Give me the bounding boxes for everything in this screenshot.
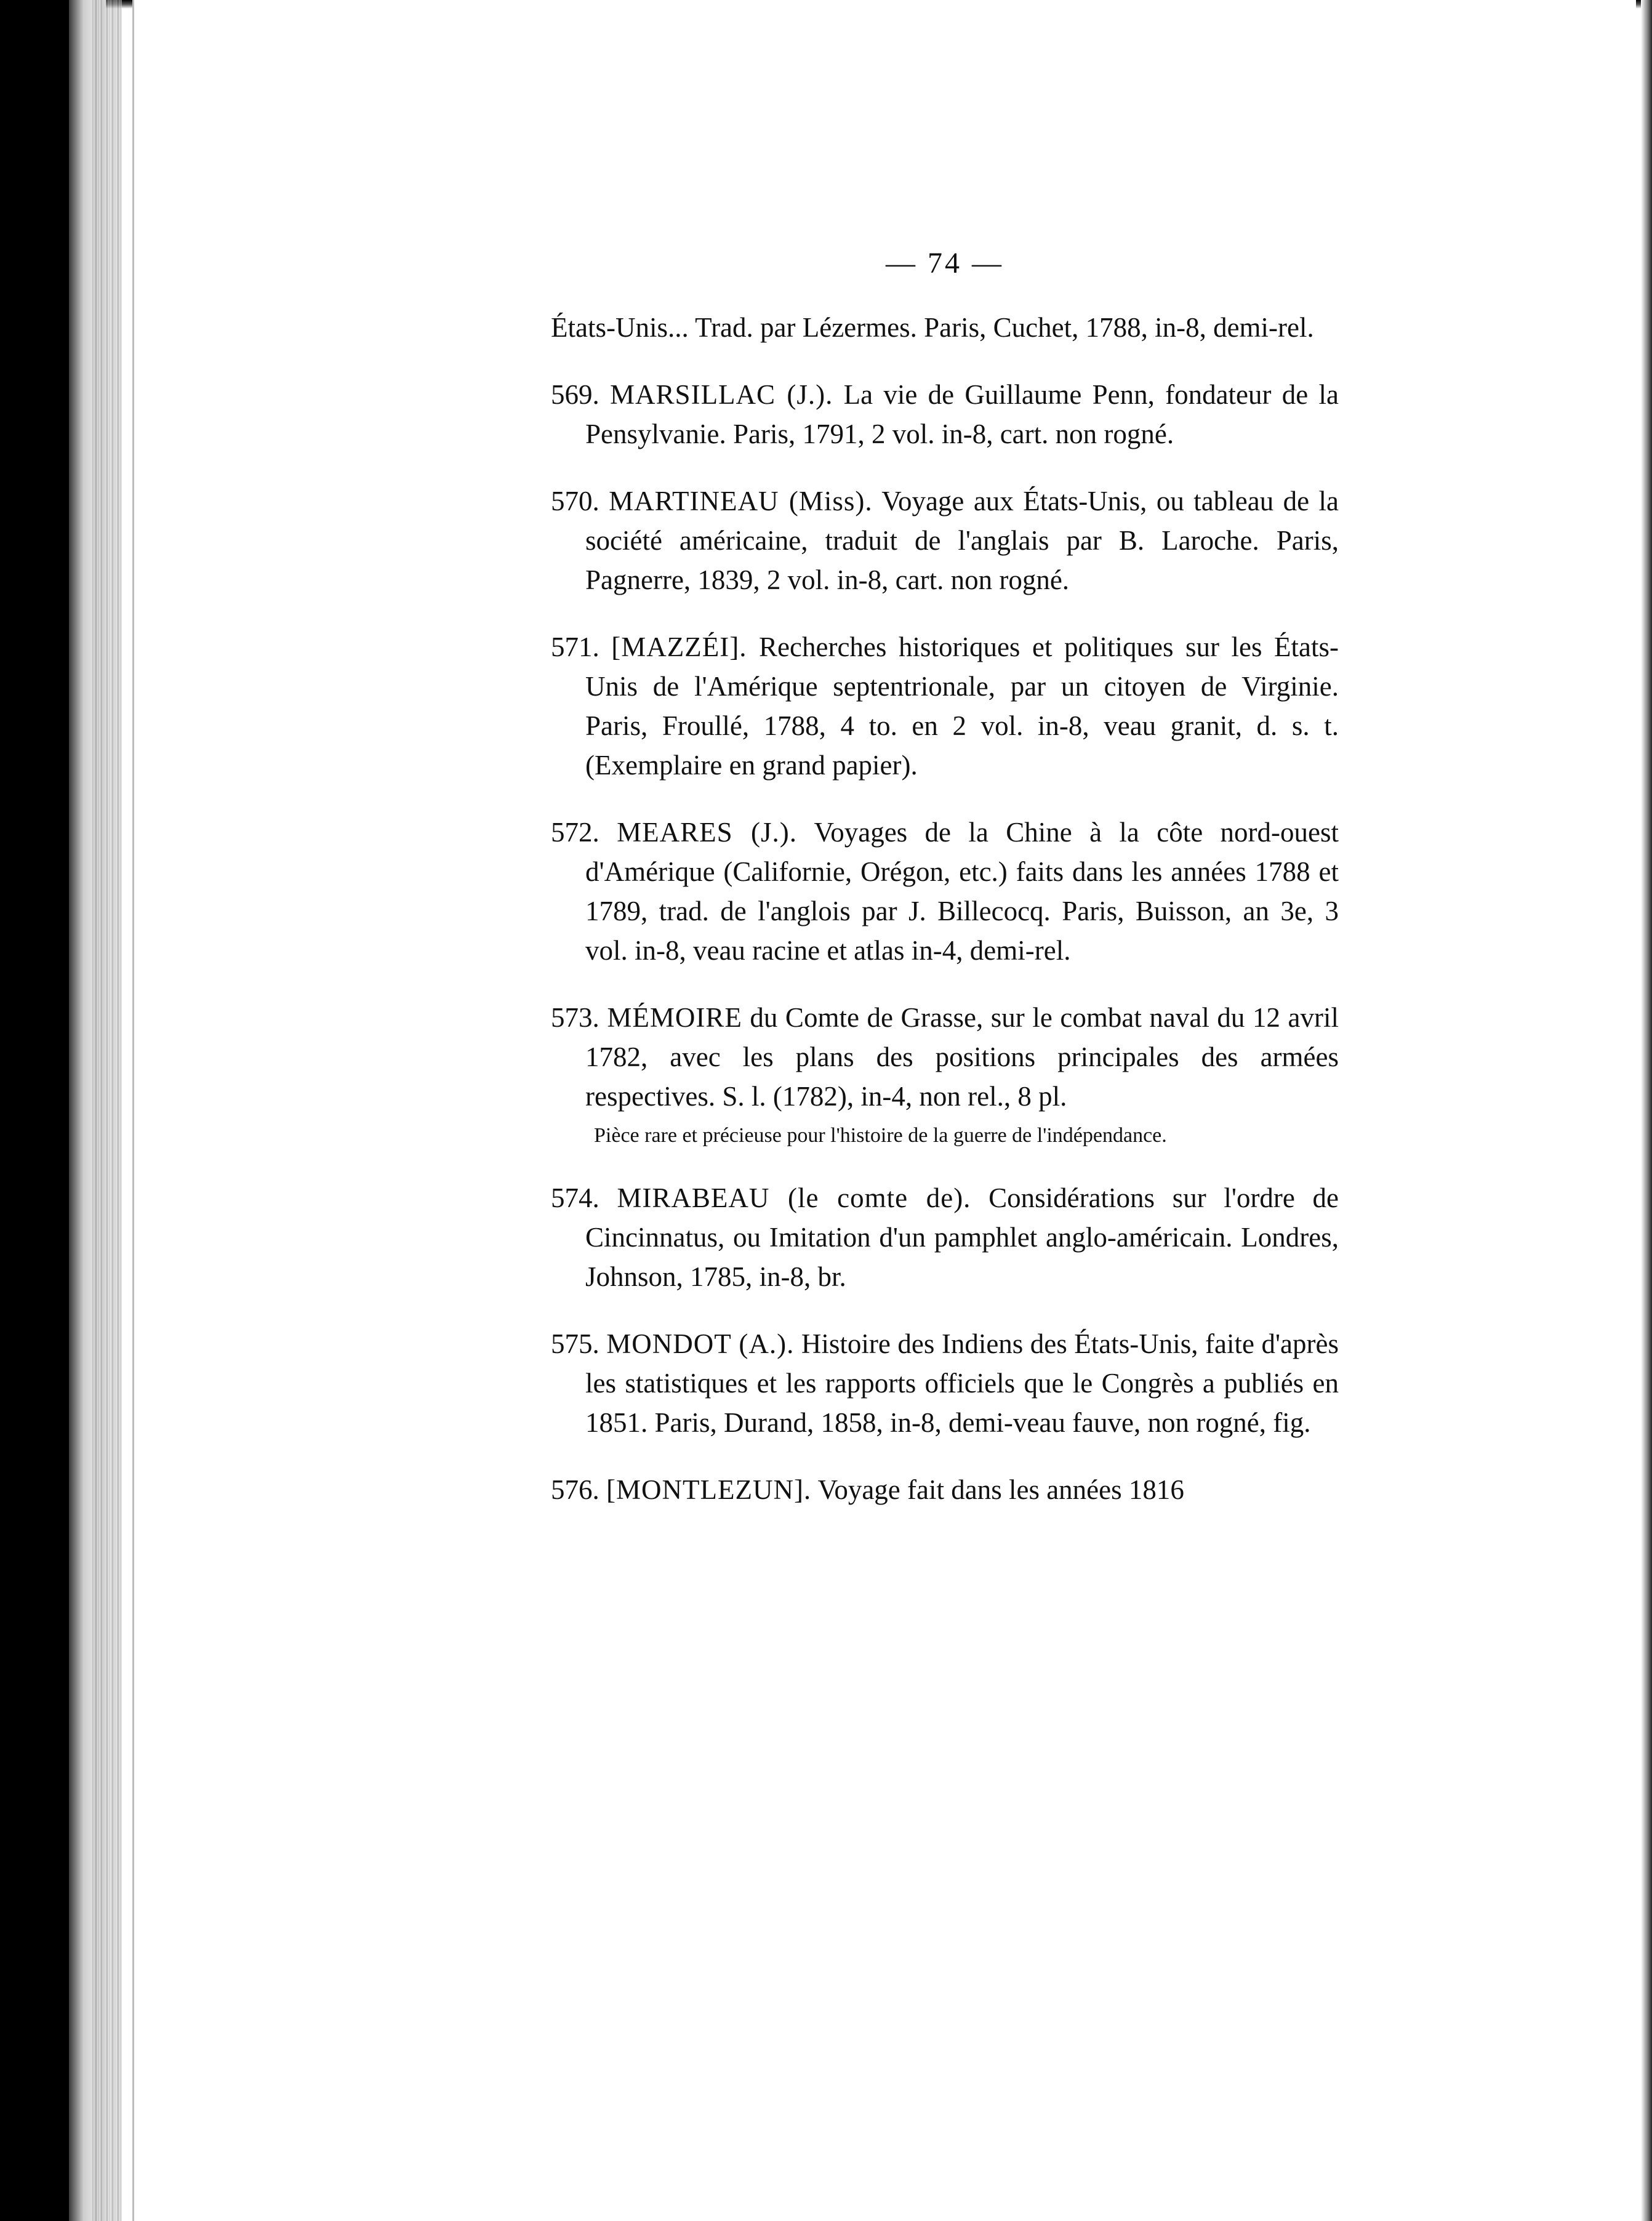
entry-author: MONDOT (A.). xyxy=(606,1328,795,1359)
entry-number: 572. xyxy=(551,817,599,848)
catalog-entry-571 xyxy=(551,627,1339,785)
entry-author: [MAZZÉI]. xyxy=(611,632,747,662)
entry-note: Pièce rare et précieuse pour l'histoire de la guerre de l'indépendance. xyxy=(594,1124,1167,1147)
page-text xyxy=(551,246,1339,1523)
catalog-entry-572 xyxy=(551,813,1339,970)
entry-author: MARSILLAC (J.). xyxy=(610,379,833,410)
entry-text: Recherches historiques et politiques sur les États-Unis de l'Amérique septentrionale, par un citoyen de Virginie. Paris, Froullé, 1788, 4 to. en 2 vol. in-8, veau granit, d. s. t. (Exemplaire en grand papier). xyxy=(585,632,1339,781)
entry-text: Considérations sur l'ordre de Cincinnatus, ou Imitation d'un pamphlet anglo-américain. Londres, Johnson, 1785, in-8, br. xyxy=(585,1183,1339,1292)
catalog-entry-573 xyxy=(551,998,1339,1116)
catalog-entry-574 xyxy=(551,1178,1339,1296)
entry-number: 570. xyxy=(551,486,599,516)
book-binding xyxy=(92,0,122,2221)
scan-left-border xyxy=(0,0,69,2221)
catalog-entry-570 xyxy=(551,481,1339,600)
entry-number: 574. xyxy=(551,1183,599,1213)
entry-author: MIRABEAU (le comte de). xyxy=(617,1183,971,1213)
entry-text: Voyage fait dans les années 1816 xyxy=(817,1474,1184,1505)
entry-author: MÉMOIRE xyxy=(607,1002,742,1033)
entry-text: Voyages de la Chine à la côte nord-ouest d'Amérique (Californie, Orégon, etc.) faits dans les années 1788 et 1789, trad. de l'anglois par J. Billecocq. Paris, Buisson, an 3e, 3 vol. in-8, veau racine et atlas in-4, demi-rel. xyxy=(585,817,1339,966)
entry-text: États-Unis... Trad. par Lézermes. Paris, Cuchet, 1788, in-8, demi-rel. xyxy=(551,312,1314,343)
scan-right-border xyxy=(1641,0,1652,2221)
entry-text: La vie de Guillaume Penn, fondateur de la Pensylvanie. Paris, 1791, 2 vol. in-8, cart. non rogné. xyxy=(585,379,1339,449)
entry-number: 573. xyxy=(551,1002,599,1033)
page-number: — 74 — xyxy=(886,247,1004,279)
entry-number: 569. xyxy=(551,379,599,410)
entry-number: 575. xyxy=(551,1328,599,1359)
entry-number: 576. xyxy=(551,1474,599,1505)
catalog-entry-576 xyxy=(551,1470,1339,1509)
entry-number: 571. xyxy=(551,632,599,662)
entry-author: [MONTLEZUN]. xyxy=(606,1474,812,1505)
catalog-entry-569 xyxy=(551,375,1339,454)
entry-text: Voyage aux États-Unis, ou tableau de la société américaine, traduit de l'anglais par B. Laroche. Paris, Pagnerre, 1839, 2 vol. in-8, cart. non rogné. xyxy=(585,486,1339,595)
catalog-entry-continued xyxy=(551,308,1339,347)
entry-author: MARTINEAU (Miss). xyxy=(609,486,873,516)
entry-author: MEARES (J.). xyxy=(617,817,797,848)
entry-text: du Comte de Grasse, sur le combat naval du 12 avril 1782, avec les plans des positions principales des armées respectives. S. l. (1782), in-4, non rel., 8 pl. xyxy=(585,1002,1339,1112)
catalog-entry-575 xyxy=(551,1324,1339,1442)
entry-text: Histoire des Indiens des États-Unis, faite d'après les statistiques et les rapports officiels que le Congrès a publiés en 1851. Paris, Durand, 1858, in-8, demi-veau fauve, non rogné, fig. xyxy=(585,1328,1339,1438)
